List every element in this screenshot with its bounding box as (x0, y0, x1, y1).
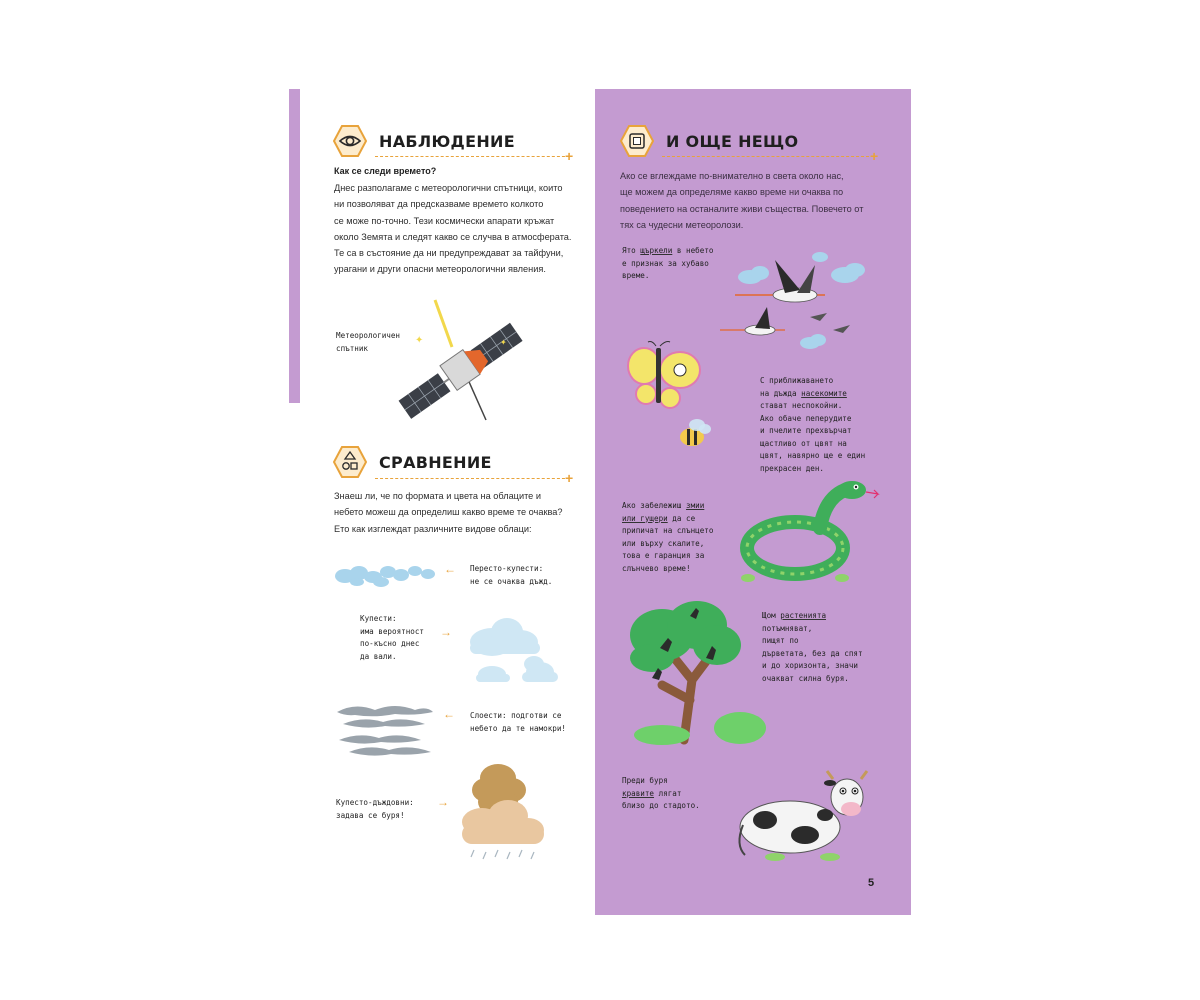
eye-icon (333, 124, 367, 158)
cloud-label: Купесто-дъждовни: задава се буря! (336, 798, 414, 820)
shapes-icon (333, 445, 367, 479)
cows-note: Преди буря кравите лягат близо до стадото. (622, 776, 700, 810)
satellite-label: Метеорологичен спътник (336, 331, 401, 353)
storks-illustration (715, 245, 875, 355)
cumulonimbus-cloud (458, 760, 548, 865)
cloud-label: Купести: има вероятност по-късно днес да вали. (360, 614, 425, 661)
snake-illustration (740, 478, 885, 583)
observation-text: Днес разполагаме с метеорологични спътници, които ни позволяват да предсказваме времето колкото се може по-точно. Тези космически апарати кръжат около Земята и следят какво се случва в атмосферата. Те са в състояние да ни предупреждават за тайфуни, урагани и други опасни метеорологични явления. (334, 183, 572, 275)
plus-mark: + (870, 148, 879, 164)
divider (375, 156, 570, 157)
arrow-right-icon: → (440, 625, 452, 639)
extra-text: Ако се вглеждаме по-внимателно в света около нас, ще можем да определяме какво време ни очаква по поведението на останалите живи същества. Повечето от тях са чудесни метеоролози. (620, 171, 864, 230)
observation-title: НАБЛЮДЕНИЕ (379, 131, 515, 151)
svg-text:✦: ✦ (500, 338, 507, 347)
comparison-header (333, 445, 492, 479)
svg-text:✦: ✦ (415, 335, 424, 346)
extra-header (620, 124, 798, 158)
stratus-cloud (335, 700, 435, 758)
cloud-label: Пересто-купести: не се очаква дъжд. (470, 564, 553, 586)
square-icon (620, 124, 654, 158)
cloud-label: Слоести: подготви се небето да те намокри! (470, 711, 567, 733)
cow-illustration (735, 765, 875, 865)
plants-note: Щом растенията потъмняват, пищят по дърветата, без да спят и до хоризонта, значи очакват силна буря. (762, 611, 863, 683)
page-number: 5 (868, 877, 875, 889)
arrow-right-icon: → (437, 795, 449, 809)
arrow-left-icon: ← (444, 562, 456, 576)
cumulus-cloud (462, 612, 562, 692)
butterfly-bee-illustration (622, 338, 722, 463)
comparison-text: Знаеш ли, че по формата и цвета на облаците и небето можеш да определиш какво време те очаква? Ето как изглеждат различните видове облаци: (334, 491, 563, 534)
observation-subheading: Как се следи времето? (334, 166, 437, 176)
divider (662, 156, 874, 157)
tree-birds-illustration (622, 600, 772, 745)
observation-header (333, 124, 515, 158)
insects-note: С приближаването на дъжда насекомите стават неспокойни. Ако обаче пеперудите и пчелите прехвърчат щастливо от цвят на цвят, навярно ще е един прекрасен ден. (760, 376, 866, 473)
cirrocumulus-cloud (333, 560, 443, 588)
comparison-title: СРАВНЕНИЕ (379, 452, 492, 472)
extra-title: И ОЩЕ НЕЩО (666, 131, 799, 151)
satellite-illustration (390, 295, 530, 445)
plus-mark: + (565, 148, 574, 164)
left-accent-strip (289, 89, 300, 403)
arrow-left-icon: ← (443, 707, 455, 721)
storks-note: Ято щъркели в небето е признак за хубаво време. (622, 246, 714, 280)
snakes-note: Ако забележиш змии или гущери да се припичат на слънцето или върху скалите, това е гаранция за слънчево време! (622, 501, 714, 573)
divider (375, 478, 570, 479)
plus-mark: + (565, 470, 574, 486)
